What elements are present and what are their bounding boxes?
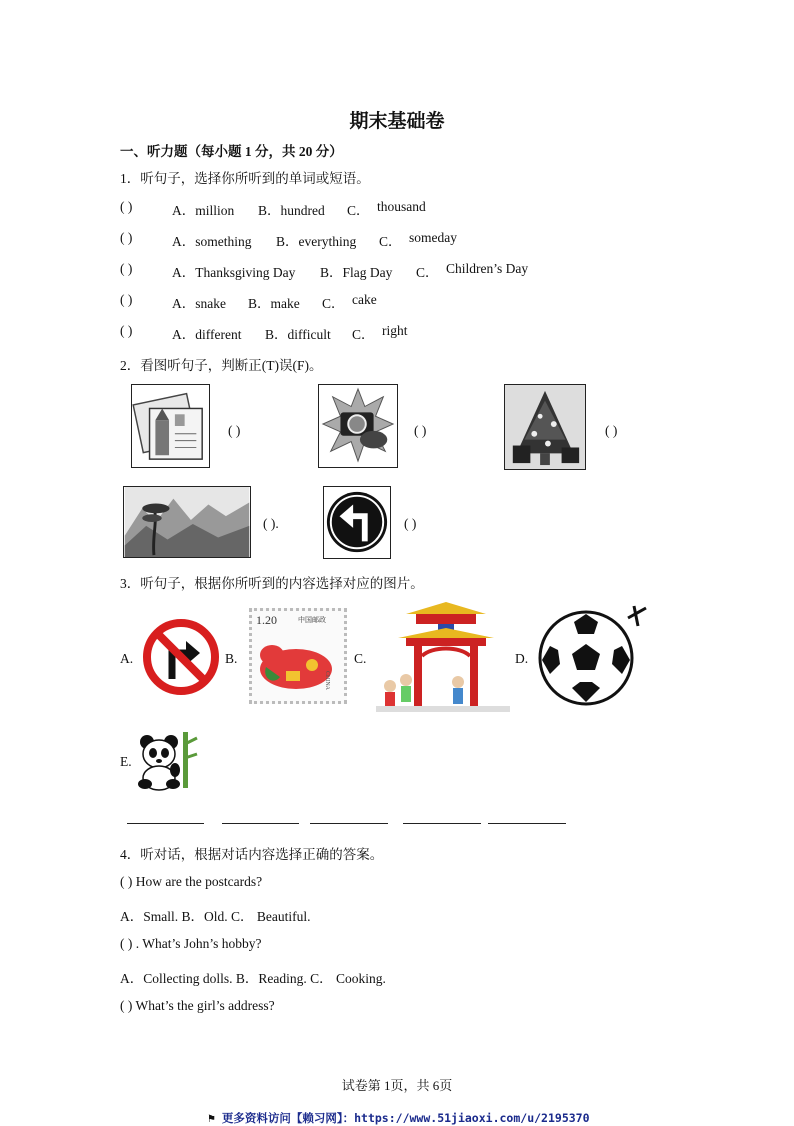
page-footer: 试卷第 1页，共 6页	[341, 1078, 453, 1093]
option-c-text: cake	[352, 292, 377, 307]
page-title: 期末基础卷	[349, 111, 445, 132]
question-1-prompt: 1．听句子，选择你所听到的单词或短语。	[120, 171, 370, 186]
question-3-prompt: 3．听句子，根据你所听到的内容选择对应的图片。	[120, 576, 424, 591]
option-c: C．	[416, 265, 439, 280]
q4-question: ( ) What’s the girl’s address?	[120, 998, 275, 1013]
option-c: C．	[379, 234, 402, 249]
option-c-text: right	[382, 323, 408, 338]
option-a: A．snake	[172, 296, 226, 311]
stamp-country: 中国邮政	[298, 616, 326, 624]
q1-item	[120, 230, 457, 249]
turn-left-sign-image	[323, 486, 391, 559]
answer-paren[interactable]: ( )	[120, 323, 133, 338]
answer-blank[interactable]	[488, 823, 566, 824]
question-4-prompt: 4．听对话，根据对话内容选择正确的答案。	[120, 847, 384, 862]
answer-blank[interactable]	[310, 823, 388, 824]
answer-paren[interactable]: ( )	[120, 292, 133, 307]
mountain-landscape-image	[123, 486, 251, 558]
answer-paren[interactable]: ( ).	[263, 516, 279, 531]
option-a: A．million	[172, 203, 235, 218]
q1-item	[120, 199, 426, 218]
stamp-value: 1.20	[256, 613, 277, 627]
answer-paren[interactable]: ( )	[404, 516, 417, 531]
option-c-text: someday	[409, 230, 457, 245]
option-label-b: B.	[225, 651, 238, 666]
option-b: B．hundred	[258, 203, 325, 218]
option-c-text: thousand	[377, 199, 426, 214]
option-label-c: C.	[354, 651, 367, 666]
answer-paren[interactable]: ( )	[120, 230, 133, 245]
option-label-d: D.	[515, 651, 529, 666]
option-c: C．	[352, 327, 375, 342]
section-heading: 一、听力题（每小题 1 分，共 20 分）	[120, 144, 343, 159]
option-c: C．	[322, 296, 345, 311]
option-a: A．different	[172, 327, 242, 342]
option-label-e: E.	[120, 754, 132, 769]
option-b: B．everything	[276, 234, 357, 249]
answer-paren[interactable]: ( )	[120, 261, 133, 276]
answer-blank[interactable]	[127, 823, 204, 824]
q4-question: ( ) How are the postcards?	[120, 874, 263, 889]
chinese-gate-image	[376, 596, 510, 716]
soccer-ball-image	[536, 604, 652, 706]
flag-icon: ⚑	[208, 1111, 222, 1125]
option-c-text: Children’s Day	[446, 261, 529, 276]
q4-question: ( ) . What’s John’s hobby?	[120, 936, 262, 951]
stamp-china: CHINA	[324, 671, 330, 690]
answer-paren[interactable]: ( )	[414, 423, 427, 438]
camera-image	[318, 384, 398, 468]
resource-link-text[interactable]: 更多资料访问【赖习网】：https://www.51jiaoxi.com/u/2195370	[221, 1111, 590, 1125]
answer-blank[interactable]	[222, 823, 299, 824]
panda-image	[135, 728, 199, 792]
q4-options: A．Small. B．Old. C． Beautiful.	[120, 909, 311, 924]
option-label-a: A.	[120, 651, 134, 666]
question-2-prompt: 2．看图听句子，判断正(T)误(F)。	[120, 358, 323, 373]
answer-paren[interactable]: ( )	[605, 423, 618, 438]
q1-item	[120, 261, 529, 280]
option-a: A．something	[172, 234, 252, 249]
postcard-image	[131, 384, 210, 468]
option-b: B．Flag Day	[320, 265, 393, 280]
option-b: B．difficult	[265, 327, 331, 342]
christmas-tree-image	[504, 384, 586, 470]
answer-blank[interactable]	[403, 823, 481, 824]
stamp-image	[249, 608, 347, 704]
option-a: A．Thanksgiving Day	[172, 265, 296, 280]
answer-paren[interactable]: ( )	[228, 423, 241, 438]
q1-item	[120, 292, 377, 311]
option-c: C．	[347, 203, 370, 218]
q4-options: A．Collecting dolls. B．Reading. C． Cooking.	[120, 971, 386, 986]
option-b: B．make	[248, 296, 300, 311]
no-right-turn-sign-image	[142, 619, 220, 695]
q1-item	[120, 323, 408, 342]
answer-paren[interactable]: ( )	[120, 199, 133, 214]
